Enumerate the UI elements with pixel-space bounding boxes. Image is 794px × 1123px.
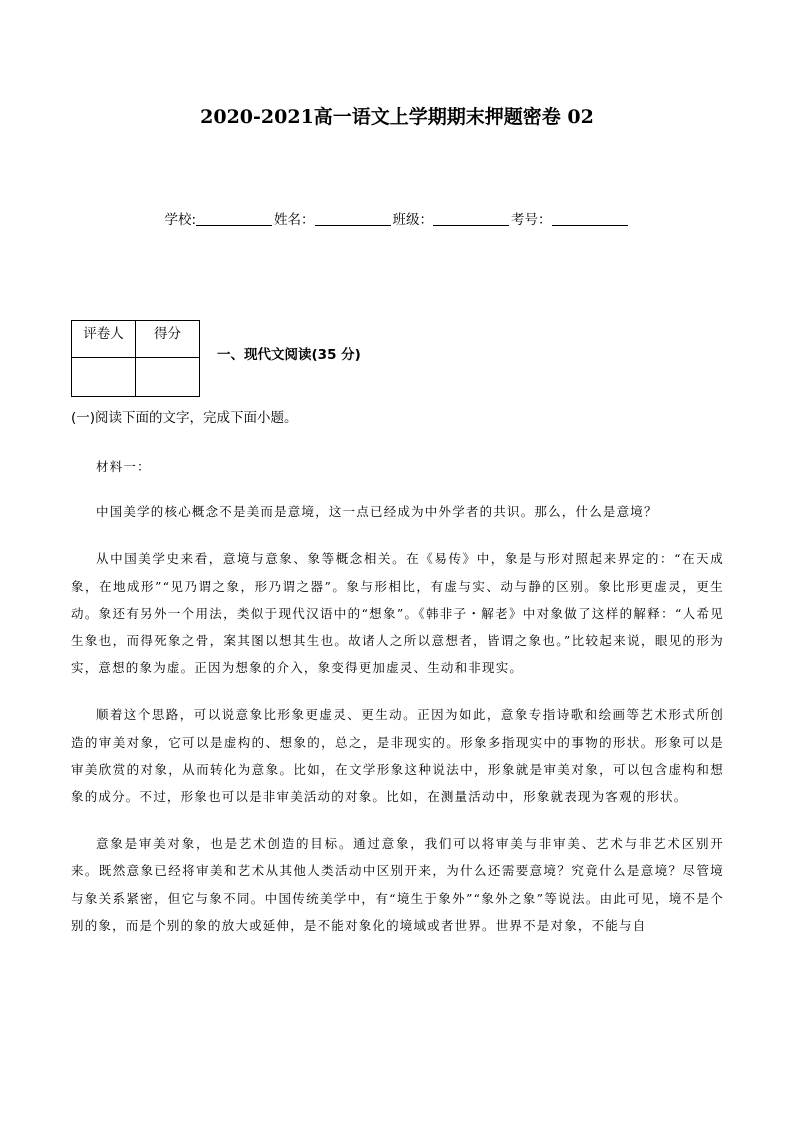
material-label: 材料一： bbox=[96, 459, 151, 474]
name-blank[interactable] bbox=[315, 211, 391, 226]
exam-number-label: 考号： bbox=[511, 212, 552, 228]
section-heading: 一、现代文阅读(35 分) bbox=[217, 347, 361, 363]
score-table bbox=[71, 320, 200, 397]
student-info-line bbox=[0, 210, 794, 230]
class-blank[interactable] bbox=[433, 211, 509, 226]
name-label: 姓名： bbox=[274, 212, 315, 228]
grader-cell[interactable] bbox=[72, 358, 136, 397]
class-label: 班级： bbox=[392, 212, 434, 228]
reading-passage bbox=[71, 453, 724, 959]
score-cell[interactable] bbox=[136, 358, 200, 397]
paragraph: 意象是审美对象，也是艺术创造的目标。通过意象，我们可以将审美与非审美、艺术与非艺术区别开来。既然意象已经将审美和艺术从其他人类活动中区别开来，为什么还需要意境？究竟什么是意境？尽管境与象关系紧密，但它与象不同。中国传统美学中，有“境生于象外”“象外之象”等说法。由此可见，境不是个别的象，而是个别的象的放大或延伸，是不能对象化的境域或者世界。世界不是对象，不能与自 bbox=[71, 836, 724, 933]
reading-instruction: (一)阅读下面的文字，完成下面小题。 bbox=[71, 410, 298, 426]
exam-number-blank[interactable] bbox=[552, 211, 628, 226]
paragraph: 顺着这个思路，可以说意象比形象更虚灵、更生动。正因为如此，意象专指诗歌和绘画等艺术形式所创造的审美对象，它可以是虚构的、想象的，总之，是非现实的。形象多指现实中的事物的形状。形象可以是审美欣赏的对象，从而转化为意象。比如，在文学形象这种说法中，形象就是审美对象，可以包含虚构和想象的成分。不过，形象也可以是非审美活动的对象。比如，在测量活动中，形象就表现为客观的形状。 bbox=[71, 707, 724, 805]
school-blank[interactable] bbox=[196, 211, 272, 226]
grader-header: 评卷人 bbox=[72, 321, 136, 358]
paragraph: 从中国美学史来看，意境与意象、象等概念相关。在《易传》中，象是与形对照起来界定的：“在天成象，在地成形”“见乃谓之象，形乃谓之器”。象与形相比，有虚与实、动与静的区别。象比形更虚灵，更生动。象还有另外一个用法，类似于现代汉语中的“想象”。《韩非子・解老》中对象做了这样的解释：“人希见生象也，而得死象之骨，案其图以想其生也。故诸人之所以意想者，皆谓之象也。”比较起来说，眼见的形为实，意想的象为虚。正因为想象的介入，象变得更加虚灵、生动和非现实。 bbox=[71, 551, 724, 676]
score-header: 得分 bbox=[136, 321, 200, 358]
school-label: 学校: bbox=[164, 212, 197, 228]
document-title: 2020-2021高一语文上学期期末押题密卷 02 bbox=[200, 106, 594, 128]
paragraph: 中国美学的核心概念不是美而是意境，这一点已经成为中外学者的共识。那么，什么是意境？ bbox=[96, 504, 658, 520]
